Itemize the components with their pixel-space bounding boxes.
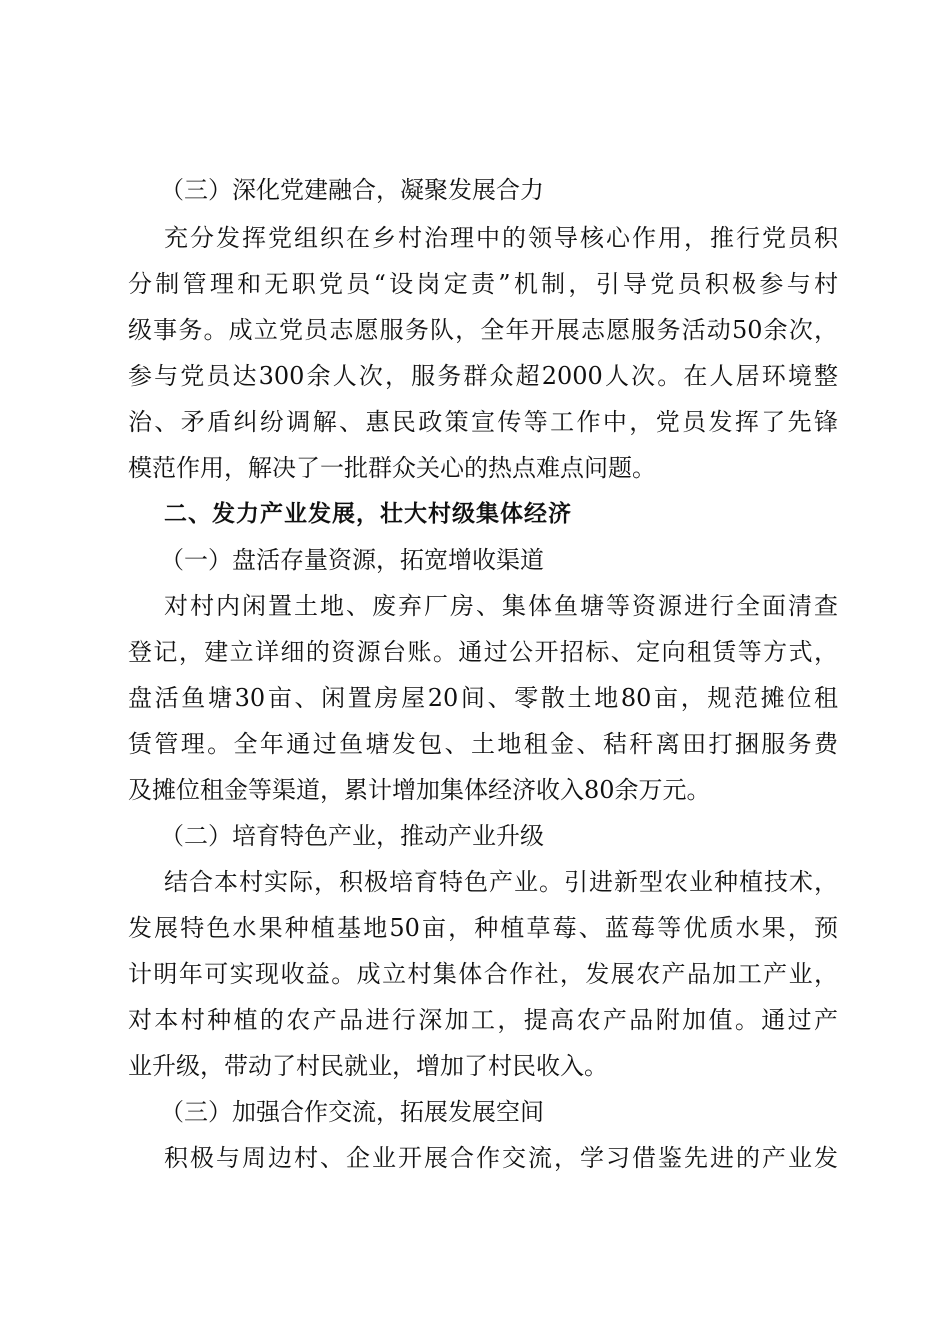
paragraph-line: 及摊位租金等渠道，累计增加集体经济收入80余万元。 xyxy=(128,776,711,804)
paragraph-line: 级事务。成立党员志愿服务队，全年开展志愿服务活动50余次， xyxy=(128,316,838,344)
paragraph-line: 发展特色水果种植基地50亩，种植草莓、蓝莓等优质水果，预 xyxy=(128,914,838,942)
main-heading-industry-development: 二、发力产业发展，壮大村级集体经济 xyxy=(164,501,572,527)
paragraph-line: 对村内闲置土地、废弃厂房、集体鱼塘等资源进行全面清查 xyxy=(164,592,838,620)
paragraph-line: 业升级，带动了村民就业，增加了村民收入。 xyxy=(128,1052,608,1080)
section-heading-revitalize-resources: （一）盘活存量资源，拓宽增收渠道 xyxy=(160,546,544,574)
paragraph-line: 分制管理和无职党员“设岗定责”机制，引导党员积极参与村 xyxy=(128,270,838,298)
paragraph-line: 充分发挥党组织在乡村治理中的领导核心作用，推行党员积 xyxy=(164,224,838,252)
paragraph-line: 计明年可实现收益。成立村集体合作社，发展农产品加工产业， xyxy=(128,960,838,988)
paragraph-line: 积极与周边村、企业开展合作交流，学习借鉴先进的产业发 xyxy=(164,1144,838,1172)
paragraph-line: 赁管理。全年通过鱼塘发包、土地租金、秸秆离田打捆服务费 xyxy=(128,730,838,758)
paragraph-line: 结合本村实际，积极培育特色产业。引进新型农业种植技术， xyxy=(164,868,838,896)
paragraph-line: 登记，建立详细的资源台账。通过公开招标、定向租赁等方式， xyxy=(128,638,838,666)
paragraph-line: 对本村种植的农产品进行深加工，提高农产品附加值。通过产 xyxy=(128,1006,838,1034)
section-heading-cooperation: （三）加强合作交流，拓展发展空间 xyxy=(160,1098,544,1126)
paragraph-line: 模范作用，解决了一批群众关心的热点难点问题。 xyxy=(128,454,656,482)
paragraph-line: 治、矛盾纠纷调解、惠民政策宣传等工作中，党员发挥了先锋 xyxy=(128,408,838,436)
section-heading-specialty-industry: （二）培育特色产业，推动产业升级 xyxy=(160,822,544,850)
paragraph-line: 参与党员达300余人次，服务群众超2000人次。在人居环境整 xyxy=(128,362,838,390)
paragraph-line: 盘活鱼塘30亩、闲置房屋20间、零散土地80亩，规范摊位租 xyxy=(128,684,838,712)
section-heading-party-building: （三）深化党建融合，凝聚发展合力 xyxy=(160,176,544,204)
